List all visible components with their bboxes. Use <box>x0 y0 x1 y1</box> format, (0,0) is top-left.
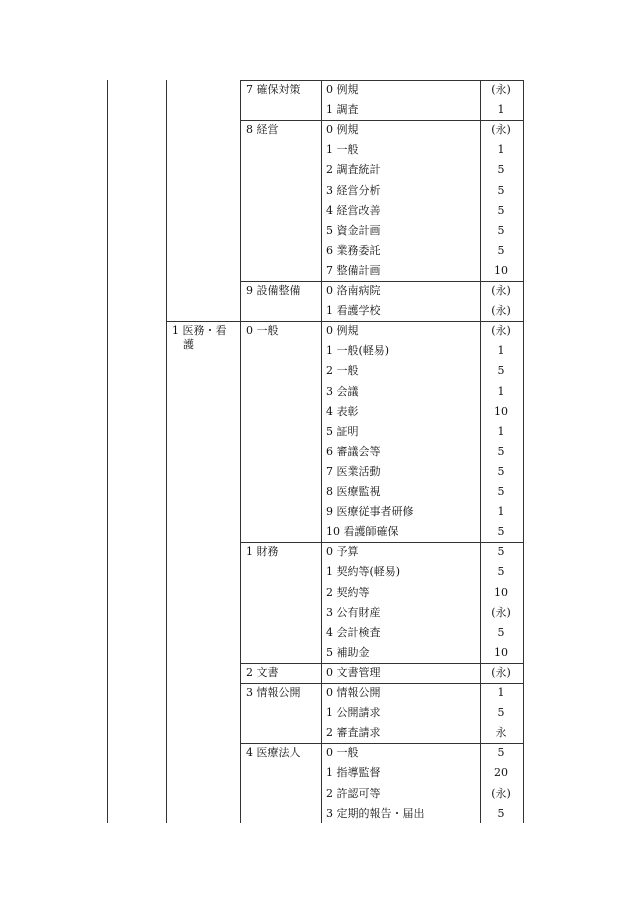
retention-period: (永) <box>491 324 511 338</box>
retention-period: 5 <box>497 444 505 458</box>
retention-period: 5 <box>497 243 505 257</box>
item-label: 0 例規 <box>326 123 359 137</box>
retention-period: 永 <box>495 726 507 740</box>
item-label: 9 医療従事者研修 <box>326 505 414 519</box>
category-label: 4 医療法人 <box>246 746 301 760</box>
retention-period: 5 <box>497 706 505 720</box>
retention-period: 5 <box>497 183 505 197</box>
retention-period: 5 <box>497 203 505 217</box>
item-label: 2 契約等 <box>326 585 370 599</box>
item-label: 0 一般 <box>326 746 359 760</box>
item-label: 1 一般 <box>326 143 359 157</box>
retention-period: (永) <box>491 123 511 137</box>
item-label: 4 経営改善 <box>326 203 381 217</box>
retention-period: 5 <box>497 464 505 478</box>
retention-period: (永) <box>491 605 511 619</box>
retention-period: 20 <box>494 766 508 780</box>
category-label: 0 一般 <box>246 324 279 338</box>
item-label: 5 資金計画 <box>326 223 381 237</box>
retention-period: 10 <box>494 263 508 277</box>
item-label: 1 指導監督 <box>326 766 381 780</box>
item-label: 8 医療監視 <box>326 485 381 498</box>
retention-period: 5 <box>497 364 505 378</box>
retention-period: (永) <box>491 786 511 800</box>
item-label: 0 情報公開 <box>326 686 381 699</box>
retention-period: 10 <box>494 404 508 418</box>
retention-period: (永) <box>491 284 511 297</box>
retention-period: 5 <box>497 545 505 559</box>
retention-period: 1 <box>497 505 505 519</box>
section-divider <box>166 321 240 322</box>
retention-period: 1 <box>497 344 505 358</box>
column-border <box>240 80 241 823</box>
retention-period: 1 <box>497 143 505 157</box>
category-label: 2 文書 <box>246 665 279 679</box>
category-label: 3 情報公開 <box>246 686 301 699</box>
retention-period: 5 <box>497 625 505 639</box>
item-label: 5 証明 <box>326 424 359 438</box>
item-label: 6 業務委託 <box>326 243 381 257</box>
category-label: 8 経営 <box>246 123 279 137</box>
item-label: 2 一般 <box>326 364 359 378</box>
retention-period: 1 <box>497 424 505 438</box>
retention-period: 10 <box>494 585 508 599</box>
retention-period: (永) <box>491 304 511 318</box>
item-label: 3 定期的報告・届出 <box>326 806 425 820</box>
category-label: 9 設備整備 <box>246 284 301 297</box>
item-label: 7 医業活動 <box>326 464 381 478</box>
item-label: 0 例規 <box>326 83 359 96</box>
retention-period: 1 <box>497 686 505 699</box>
retention-period: 5 <box>497 223 505 237</box>
retention-period: 10 <box>494 645 508 659</box>
retention-period: 5 <box>497 746 505 760</box>
column-border <box>523 80 524 823</box>
retention-period: 5 <box>497 565 505 579</box>
item-label: 7 整備計画 <box>326 263 381 277</box>
retention-period: 1 <box>497 103 505 117</box>
column-border <box>107 80 108 823</box>
item-label: 1 契約等(軽易) <box>326 565 401 579</box>
item-label: 3 経営分析 <box>326 183 381 197</box>
item-label: 5 補助金 <box>326 645 370 659</box>
retention-period: (永) <box>491 83 511 96</box>
category-label: 7 確保対策 <box>246 83 301 96</box>
retention-period: 5 <box>497 525 505 539</box>
section-label: 1 医務・看 <box>172 324 227 338</box>
item-label: 0 文書管理 <box>326 665 381 679</box>
item-label: 3 会議 <box>326 384 359 398</box>
item-label: 3 公有財産 <box>326 605 381 619</box>
item-label: 6 審議会等 <box>326 444 381 458</box>
item-label: 4 表彰 <box>326 404 359 418</box>
retention-period: 5 <box>497 163 505 177</box>
item-label: 2 許認可等 <box>326 786 381 800</box>
retention-period: 1 <box>497 384 505 398</box>
item-label: 1 看護学校 <box>326 304 381 318</box>
item-label: 1 公開請求 <box>326 706 381 720</box>
item-label: 0 洛南病院 <box>326 284 381 297</box>
column-border <box>480 80 481 823</box>
retention-period: (永) <box>491 665 511 679</box>
retention-period: 5 <box>497 806 505 820</box>
item-label: 0 予算 <box>326 545 359 559</box>
item-label: 1 調査 <box>326 103 359 117</box>
item-label: 0 例規 <box>326 324 359 338</box>
item-label: 10 看護師確保 <box>326 525 399 539</box>
category-label: 1 財務 <box>246 545 279 559</box>
retention-period: 5 <box>497 485 505 498</box>
column-border <box>166 80 167 823</box>
section-label-continued: 護 <box>183 338 194 352</box>
item-label: 2 審査請求 <box>326 726 381 740</box>
column-border <box>321 80 322 823</box>
item-label: 2 調査統計 <box>326 163 381 177</box>
item-label: 4 会計検査 <box>326 625 381 639</box>
item-label: 1 一般(軽易) <box>326 344 390 358</box>
